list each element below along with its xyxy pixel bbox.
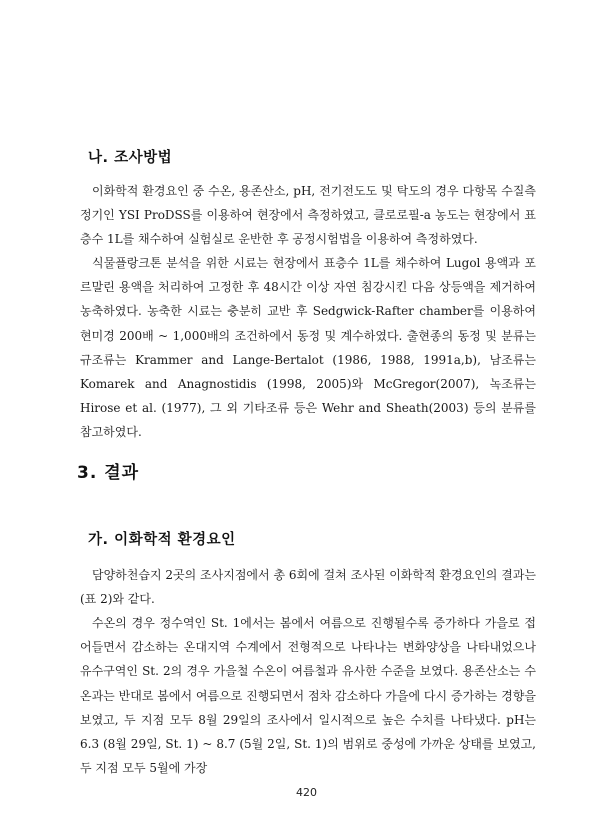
paragraph-methods-physchem: 이화학적 환경요인 중 수온, 용존산소, pH, 전기전도도 및 탁도의 경우 다항목 수질측정기인 YSI ProDSS를 이용하여 현장에서 측정하였고, 클로로필-a 농도는 현장에서 표층수 1L를 채수하여 실험실로 운반한 후 공정시험법을 이용하여 측정하였다. <box>80 184 536 247</box>
paragraph-methods-phytoplankton: 식물플랑크톤 분석을 위한 시료는 현장에서 표층수 1L를 채수하여 Lugol 용액과 포르말린 용액을 처리하여 고정한 후 48시간 이상 자연 침강시킨 다음 상등액을 제거하여 농축하였다. 농축한 시료는 충분히 교반 후 Sedgwick-Rafter chamber를 이용하여 현미경 200배 ~ 1,000배의 조건하에서 동정 및 계수하였다. 출현종의 동정 및 분류는 규조류는 Krammer and Lange-Bertalot (1986, 1988, 1991a,b), 남조류는 Komarek and Anagnostidis (1998, 2005)와 McGregor(2007), 녹조류는 Hirose et al. (1977), 그 외 기타조류 등은 Wehr and Sheath(2003) 등의 분류를 참고하였다. <box>80 256 536 440</box>
section-heading-methods: 나. 조사방법 <box>88 150 173 166</box>
section-heading-physchem: 가. 이화학적 환경요인 <box>88 532 236 548</box>
paragraph-physchem-summary: 담양하천습지 2곳의 조사지점에서 총 6회에 걸쳐 조사된 이화학적 환경요인의 결과는 (표 2)와 같다. <box>80 568 536 607</box>
page-number: 420 <box>296 786 317 799</box>
section-heading-results: 3. 결과 <box>77 463 140 483</box>
paragraph-physchem-details: 수온의 경우 정수역인 St. 1에서는 봄에서 여름으로 진행될수록 증가하다 가을로 접어들면서 감소하는 온대지역 수계에서 전형적으로 나타나는 변화양상을 나타내었으나 유수구역인 St. 2의 경우 가을철 수온이 여름철과 유사한 수준을 보였다. 용존산소는 수온과는 반대로 봄에서 여름으로 진행되면서 점차 감소하다 가을에 다시 증가하는 경향을 보였고, 두 지점 모두 8월 29일의 조사에서 일시적으로 높은 수치를 나타냈다. pH는 6.3 (8월 29일, St. 1) ~ 8.7 (5월 2일, St. 1)의 범위로 중성에 가까운 상태를 보였고, 두 지점 모두 5월에 가장 <box>80 616 536 776</box>
